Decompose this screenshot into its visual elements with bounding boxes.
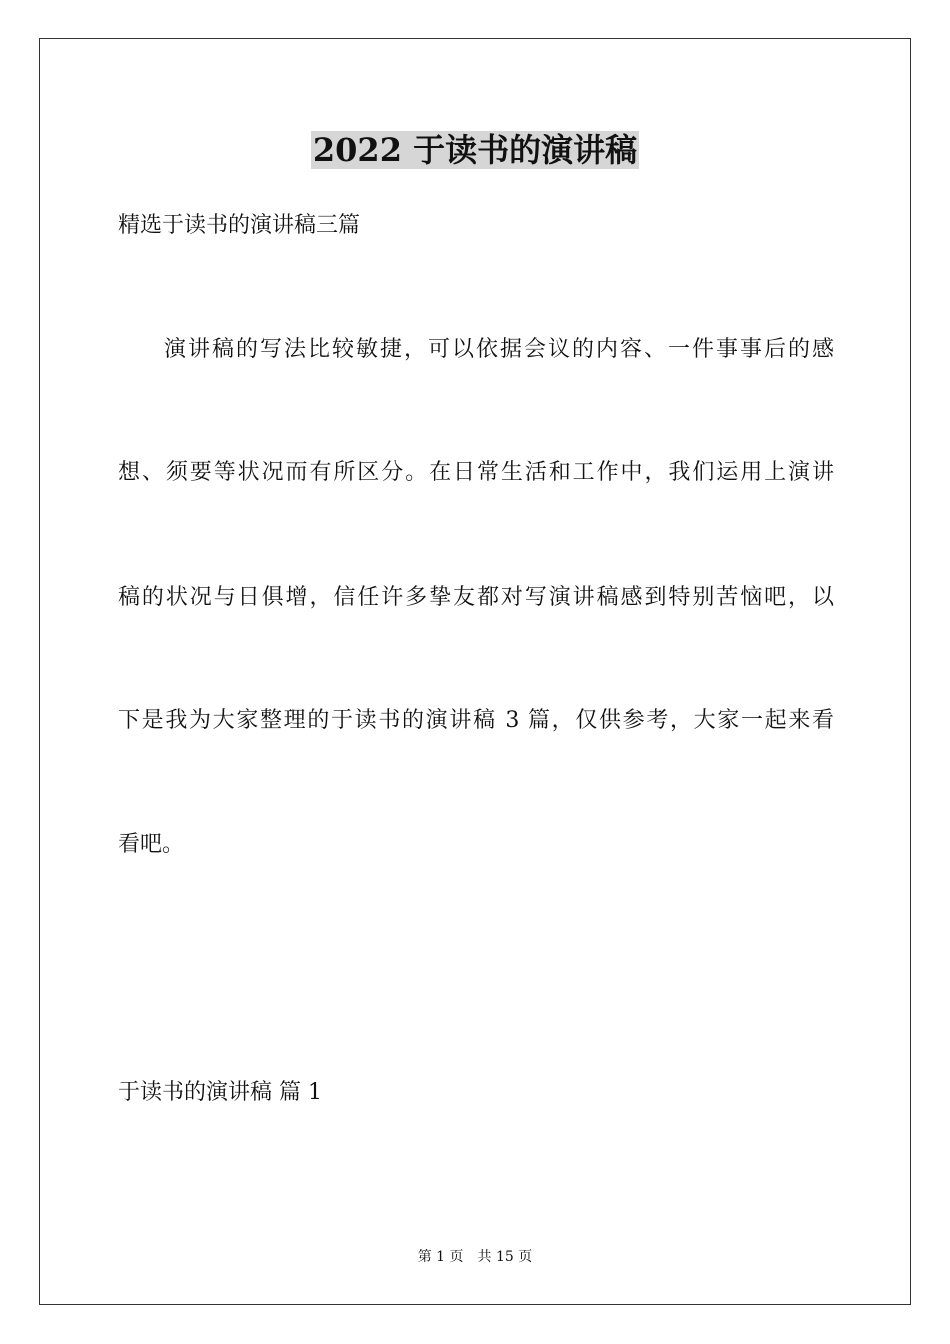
document-title-text: 2022 于读书的演讲稿 — [312, 131, 638, 169]
page-footer — [0, 1248, 950, 1266]
paragraph-line-1: 演讲稿的写法比较敏捷，可以依据会议的内容、一件事事后的感 — [164, 337, 834, 362]
paragraph-line-3: 稿的状况与日俱增，信任许多挚友都对写演讲稿感到特别苦恼吧，以 — [118, 585, 834, 610]
document-title — [0, 128, 950, 172]
document-subtitle: 精选于读书的演讲稿三篇 — [118, 213, 361, 238]
paragraph-line-4: 下是我为大家整理的于读书的演讲稿 3 篇，仅供参考，大家一起来看 — [118, 708, 834, 733]
paragraph-line-2: 想、须要等状况而有所区分。在日常生活和工作中，我们运用上演讲 — [118, 460, 834, 485]
section-heading: 于读书的演讲稿 篇 1 — [118, 1080, 322, 1105]
page-number-current: 第 1 页 — [417, 1249, 464, 1265]
paragraph-line-5: 看吧。 — [118, 832, 185, 857]
page-number-total: 共 15 页 — [477, 1249, 533, 1265]
